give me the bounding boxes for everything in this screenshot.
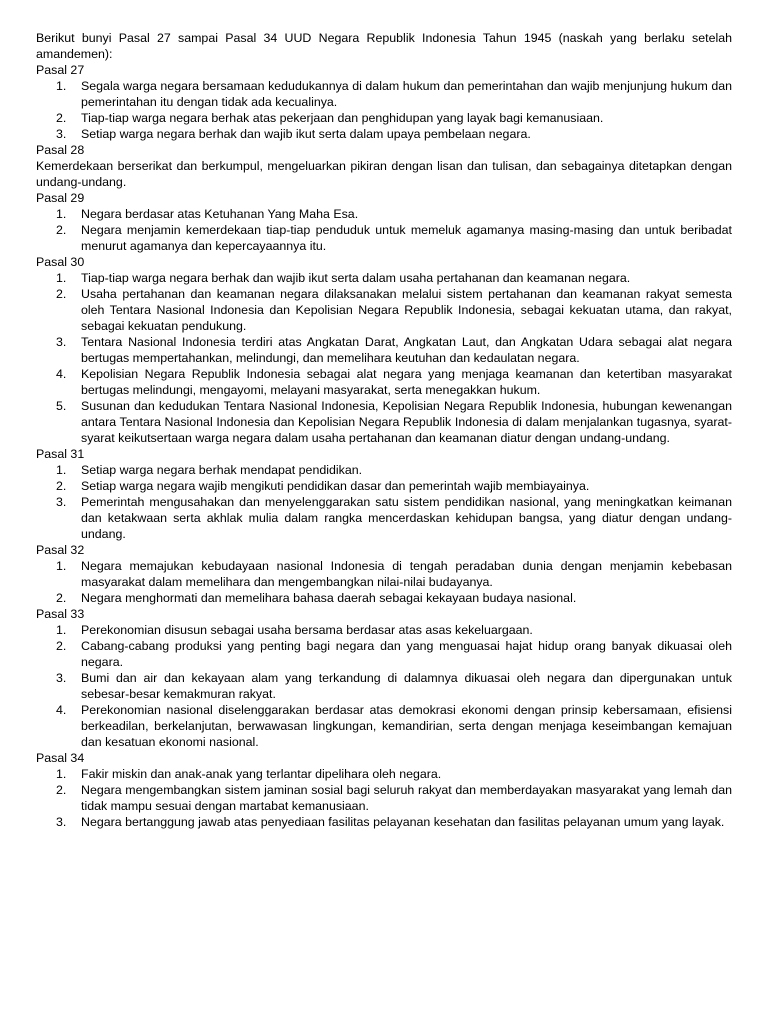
list-item-number: 2. bbox=[56, 111, 67, 125]
list-item-text: Perekonomian nasional diselenggarakan berdasar atas demokrasi ekonomi dengan prinsip kebersamaan, efisiensi berkeadilan, berkelanjutan, berwawasan lingkungan, kemandirian, serta dengan menjaga keseimbangan kemajuan dan kesatuan ekonomi nasional. bbox=[81, 703, 732, 749]
list-item-number: 2. bbox=[56, 287, 67, 301]
list-item-number: 3. bbox=[56, 671, 67, 685]
list-item-text: Fakir miskin dan anak-anak yang terlantar dipelihara oleh negara. bbox=[81, 767, 442, 781]
list-item-number: 2. bbox=[56, 223, 67, 237]
list-item bbox=[36, 622, 732, 638]
list-item-number: 1. bbox=[56, 623, 67, 637]
list-item-number: 3. bbox=[56, 335, 67, 349]
list-item bbox=[36, 494, 732, 542]
list-item-text: Tiap-tiap warga negara berhak atas pekerjaan dan penghidupan yang layak bagi kemanusiaan. bbox=[81, 111, 604, 125]
list-item bbox=[36, 206, 732, 222]
list-item bbox=[36, 766, 732, 782]
list-item-text: Kepolisian Negara Republik Indonesia sebagai alat negara yang menjaga keamanan dan ketertiban masyarakat bertugas melindungi, mengayomi, melayani masyarakat, serta menegakkan hukum. bbox=[81, 367, 732, 397]
list-item bbox=[36, 222, 732, 254]
list-item-text: Negara mengembangkan sistem jaminan sosial bagi seluruh rakyat dan memberdayakan masyarakat yang lemah dan tidak mampu sesuai dengan martabat kemanusiaan. bbox=[81, 783, 732, 813]
pasal-item-list bbox=[36, 78, 732, 142]
list-item-text: Segala warga negara bersamaan kedudukannya di dalam hukum dan pemerintahan dan wajib menjunjung hukum dan pemerintahan itu dengan tidak ada kecualinya. bbox=[81, 79, 732, 109]
list-item bbox=[36, 638, 732, 670]
list-item-text: Negara menjamin kemerdekaan tiap-tiap penduduk untuk memeluk agamanya masing-masing dan untuk beribadat menurut agamanya dan kepercayaannya itu. bbox=[81, 223, 732, 253]
list-item-text: Tentara Nasional Indonesia terdiri atas Angkatan Darat, Angkatan Laut, dan Angkatan Udara sebagai alat negara bertugas mempertahankan, melindungi, dan memelihara keutuhan dan kedaulatan negara. bbox=[81, 335, 732, 365]
pasal-title: Pasal 30 bbox=[36, 255, 85, 269]
list-item-number: 1. bbox=[56, 207, 67, 221]
pasal-title: Pasal 28 bbox=[36, 143, 85, 157]
pasal-item-list bbox=[36, 766, 732, 830]
list-item-number: 4. bbox=[56, 367, 67, 381]
list-item-text: Setiap warga negara berhak mendapat pendidikan. bbox=[81, 463, 363, 477]
list-item-text: Setiap warga negara wajib mengikuti pendidikan dasar dan pemerintah wajib membiayainya. bbox=[81, 479, 590, 493]
list-item-text: Bumi dan air dan kekayaan alam yang terkandung di dalamnya dikuasai oleh negara dan dipergunakan untuk sebesar-besar kemakmuran rakyat. bbox=[81, 671, 732, 701]
list-item-text: Negara memajukan kebudayaan nasional Indonesia di tengah peradaban dunia dengan menjamin kebebasan masyarakat dalam memelihara dan mengembangkan nilai-nilai budayanya. bbox=[81, 559, 732, 589]
list-item bbox=[36, 558, 732, 590]
list-item-number: 3. bbox=[56, 127, 67, 141]
list-item-number: 4. bbox=[56, 703, 67, 717]
pasal-title: Pasal 34 bbox=[36, 751, 85, 765]
intro-paragraph: Berikut bunyi Pasal 27 sampai Pasal 34 UUD Negara Republik Indonesia Tahun 1945 (naskah yang berlaku setelah amandemen): bbox=[36, 31, 732, 61]
pasal-item-list bbox=[36, 622, 732, 750]
list-item-number: 1. bbox=[56, 767, 67, 781]
pasal-title: Pasal 33 bbox=[36, 607, 85, 621]
list-item-number: 2. bbox=[56, 639, 67, 653]
list-item bbox=[36, 462, 732, 478]
pasal-section bbox=[36, 750, 732, 830]
list-item-number: 1. bbox=[56, 271, 67, 285]
list-item-text: Negara menghormati dan memelihara bahasa daerah sebagai kekayaan budaya nasional. bbox=[81, 591, 577, 605]
list-item-number: 1. bbox=[56, 463, 67, 477]
list-item bbox=[36, 286, 732, 334]
pasal-title: Pasal 29 bbox=[36, 191, 85, 205]
pasal-item-list bbox=[36, 558, 732, 606]
pasal-section bbox=[36, 446, 732, 542]
list-item bbox=[36, 590, 732, 606]
pasal-text: Kemerdekaan berserikat dan berkumpul, mengeluarkan pikiran dengan lisan dan tulisan, dan sebagainya ditetapkan dengan undang-undang. bbox=[36, 159, 732, 189]
list-item bbox=[36, 670, 732, 702]
list-item-text: Negara berdasar atas Ketuhanan Yang Maha Esa. bbox=[81, 207, 359, 221]
pasal-sections bbox=[36, 62, 732, 830]
list-item-number: 5. bbox=[56, 399, 67, 413]
list-item-text: Cabang-cabang produksi yang penting bagi negara dan yang menguasai hajat hidup orang banyak dikuasai oleh negara. bbox=[81, 639, 732, 669]
list-item bbox=[36, 398, 732, 446]
list-item-number: 2. bbox=[56, 591, 67, 605]
pasal-section bbox=[36, 606, 732, 750]
pasal-title: Pasal 31 bbox=[36, 447, 85, 461]
pasal-item-list bbox=[36, 206, 732, 254]
list-item bbox=[36, 366, 732, 398]
list-item bbox=[36, 478, 732, 494]
pasal-section bbox=[36, 254, 732, 446]
list-item-text: Perekonomian disusun sebagai usaha bersama berdasar atas asas kekeluargaan. bbox=[81, 623, 533, 637]
list-item bbox=[36, 334, 732, 366]
pasal-title: Pasal 27 bbox=[36, 63, 85, 77]
list-item-text: Tiap-tiap warga negara berhak dan wajib ikut serta dalam usaha pertahanan dan keamanan negara. bbox=[81, 271, 631, 285]
document-page bbox=[36, 30, 732, 830]
list-item-number: 2. bbox=[56, 783, 67, 797]
pasal-section bbox=[36, 542, 732, 606]
list-item-text: Usaha pertahanan dan keamanan negara dilaksanakan melalui sistem pertahanan dan keamanan rakyat semesta oleh Tentara Nasional Indonesia dan Kepolisian Negara Republik Indonesia, sebagai kekuatan utama, dan rakyat, sebagai kekuatan pendukung. bbox=[81, 287, 732, 333]
list-item bbox=[36, 110, 732, 126]
list-item bbox=[36, 702, 732, 750]
list-item-text: Susunan dan kedudukan Tentara Nasional Indonesia, Kepolisian Negara Republik Indonesia, hubungan kewenangan antara Tentara Nasional Indonesia dan Kepolisian Negara Republik Indonesia di dalam menjalankan tugasnya, syarat-syarat keikutsertaan warga negara dalam usaha pertahanan dan keamanan diatur dengan undang-undang. bbox=[81, 399, 732, 445]
list-item-number: 1. bbox=[56, 559, 67, 573]
list-item-number: 3. bbox=[56, 495, 67, 509]
list-item bbox=[36, 78, 732, 110]
list-item-number: 3. bbox=[56, 815, 67, 829]
list-item bbox=[36, 126, 732, 142]
list-item-number: 1. bbox=[56, 79, 67, 93]
pasal-item-list bbox=[36, 270, 732, 446]
pasal-section bbox=[36, 142, 732, 190]
pasal-title: Pasal 32 bbox=[36, 543, 85, 557]
list-item bbox=[36, 814, 732, 830]
list-item-text: Negara bertanggung jawab atas penyediaan fasilitas pelayanan kesehatan dan fasilitas pelayanan umum yang layak. bbox=[81, 815, 725, 829]
list-item-text: Setiap warga negara berhak dan wajib ikut serta dalam upaya pembelaan negara. bbox=[81, 127, 531, 141]
list-item-number: 2. bbox=[56, 479, 67, 493]
list-item-text: Pemerintah mengusahakan dan menyelenggarakan satu sistem pendidikan nasional, yang meningkatkan keimanan dan ketakwaan serta akhlak mulia dalam rangka mencerdaskan kehidupan bangsa, yang diatur dengan undang-undang. bbox=[81, 495, 732, 541]
list-item bbox=[36, 270, 732, 286]
pasal-section bbox=[36, 190, 732, 254]
list-item bbox=[36, 782, 732, 814]
pasal-item-list bbox=[36, 462, 732, 542]
pasal-section bbox=[36, 62, 732, 142]
